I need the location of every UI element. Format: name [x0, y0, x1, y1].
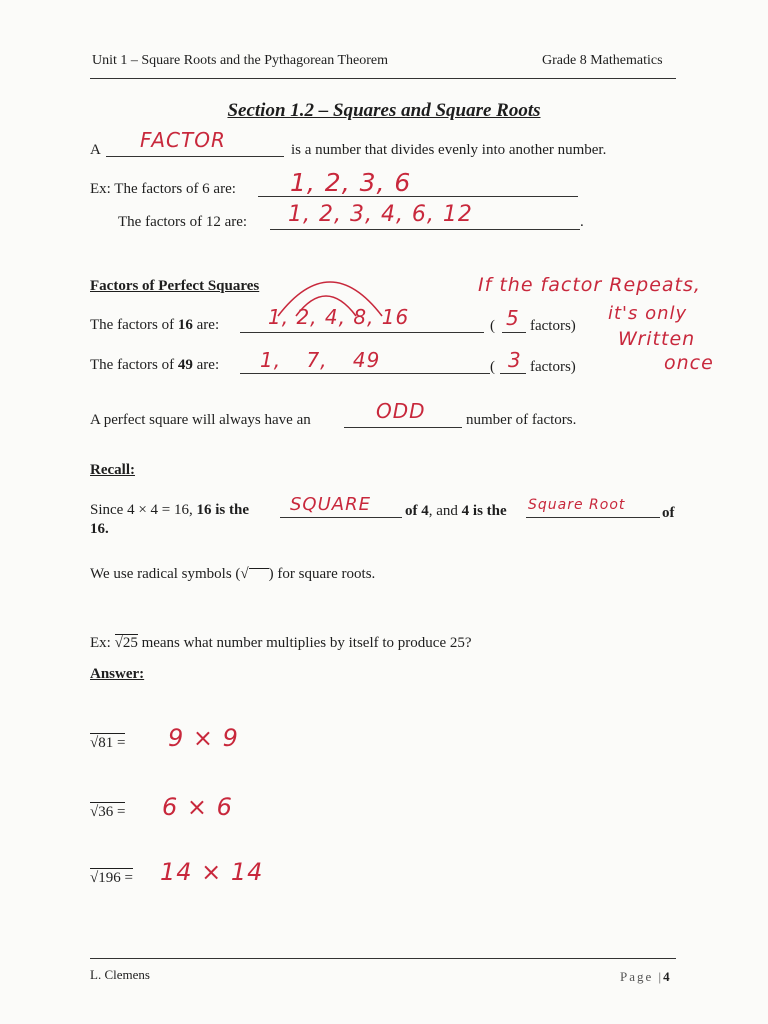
recall-sixteen-end: 16.: [90, 521, 109, 537]
factors-16-label-post: are:: [192, 317, 220, 333]
odd-sentence-suffix: number of factors.: [466, 412, 577, 428]
recall-square-blank: [280, 517, 402, 518]
root-expr-196: √196 =: [90, 870, 133, 886]
factors-12-label: The factors of 12 are:: [118, 214, 248, 230]
odd-sentence-answer: ODD: [376, 399, 426, 423]
factors-49-answer: 1, 7, 49: [260, 348, 381, 372]
header-rule: [90, 78, 676, 79]
factors-12-blank: [270, 229, 580, 230]
factor-def-blank: [106, 156, 284, 157]
recall-since: Since 4 × 4 = 16,: [90, 502, 197, 518]
factors-49-count-blank: [500, 373, 526, 374]
recall-of-four: of 4: [405, 503, 429, 519]
recall-answer-square: SQUARE: [290, 494, 371, 515]
radical-post: ) for square roots.: [268, 566, 376, 582]
footer-rule: [90, 958, 676, 959]
example-root-sentence: [90, 635, 472, 652]
root-expr-36: √36 =: [90, 804, 126, 820]
factor-def-answer: FACTOR: [140, 128, 226, 152]
odd-sentence-prefix: A perfect square will always have an: [90, 412, 311, 428]
factor-def-suffix: is a number that divides evenly into another number.: [291, 142, 607, 158]
radical-sentence: [90, 566, 375, 583]
factors-49-label: [90, 357, 219, 374]
factors-16-blank: [240, 332, 484, 333]
header-right: Grade 8 Mathematics: [542, 53, 663, 68]
header-left: Unit 1 – Square Roots and the Pythagorean Theorem: [92, 53, 389, 68]
perfect-squares-heading: Factors of Perfect Squares: [90, 278, 260, 294]
factors-16-answer: 1, 2, 4, 8, 16: [268, 305, 410, 329]
factors-16-paren: (: [490, 318, 495, 334]
odd-sentence-blank: [344, 427, 462, 428]
factors-49-paren: (: [490, 359, 495, 375]
radical-symbol: √: [240, 566, 249, 582]
factors-16-count: 5: [506, 306, 520, 330]
recall-heading: Recall:: [90, 462, 135, 478]
footer-page-num: 4: [663, 969, 672, 984]
footer-page-label: Page |: [620, 969, 664, 984]
footer-author: L. Clemens: [90, 967, 150, 982]
root-answer-81: 9 × 9: [168, 724, 239, 752]
example-root-text: means what number multiplies by itself to produce 25?: [137, 635, 472, 651]
section-title: Section 1.2 – Squares and Square Roots: [227, 100, 541, 121]
root-answer-36: 6 × 6: [162, 793, 233, 821]
factors-16-count-blank: [502, 332, 526, 333]
radical-bar: [249, 568, 269, 569]
recall-sixteen-is-the: 16 is the: [196, 502, 249, 518]
recall-and: , and: [428, 503, 462, 519]
example-root-prefix: Ex:: [90, 635, 115, 651]
recall-four-is-the: 4 is the: [461, 503, 507, 519]
factors-49-word: factors): [530, 359, 576, 375]
recall-sentence: [90, 502, 249, 519]
factors-49-num: 49: [177, 357, 193, 373]
factors-16-label: [90, 317, 219, 334]
example-root-radical: √25: [114, 635, 138, 651]
factors-6-label: Ex: The factors of 6 are:: [90, 181, 236, 197]
factors-49-count: 3: [508, 348, 522, 372]
recall-root-blank: [526, 517, 660, 518]
recall-mid: [405, 503, 507, 520]
factors-49-label-pre: The factors of: [90, 357, 178, 373]
root-expr-81: √81 =: [90, 735, 126, 751]
radical-pre: We use radical symbols (: [90, 566, 241, 582]
note-line-2: it's only: [608, 303, 688, 324]
factors-16-label-pre: The factors of: [90, 317, 178, 333]
root-answer-196: 14 × 14: [160, 858, 264, 886]
recall-answer-root: Square Root: [528, 497, 626, 513]
factor-def-prefix: A: [90, 142, 101, 158]
factors-49-blank: [240, 373, 490, 374]
factors-16-word: factors): [530, 318, 576, 334]
note-line-4: once: [664, 352, 714, 374]
note-line-1: If the factor Repeats,: [478, 274, 701, 296]
factors-12-answer: 1, 2, 3, 4, 6, 12: [288, 202, 473, 227]
recall-of-word: of: [662, 505, 675, 521]
factors-49-label-post: are:: [192, 357, 220, 373]
factors-6-answer: 1, 2, 3, 6: [290, 168, 412, 197]
factors-16-num: 16: [177, 317, 193, 333]
factors-12-period: .: [580, 214, 584, 230]
answer-heading: Answer:: [90, 666, 145, 682]
footer-page: [620, 969, 672, 985]
note-line-3: Written: [618, 328, 696, 350]
